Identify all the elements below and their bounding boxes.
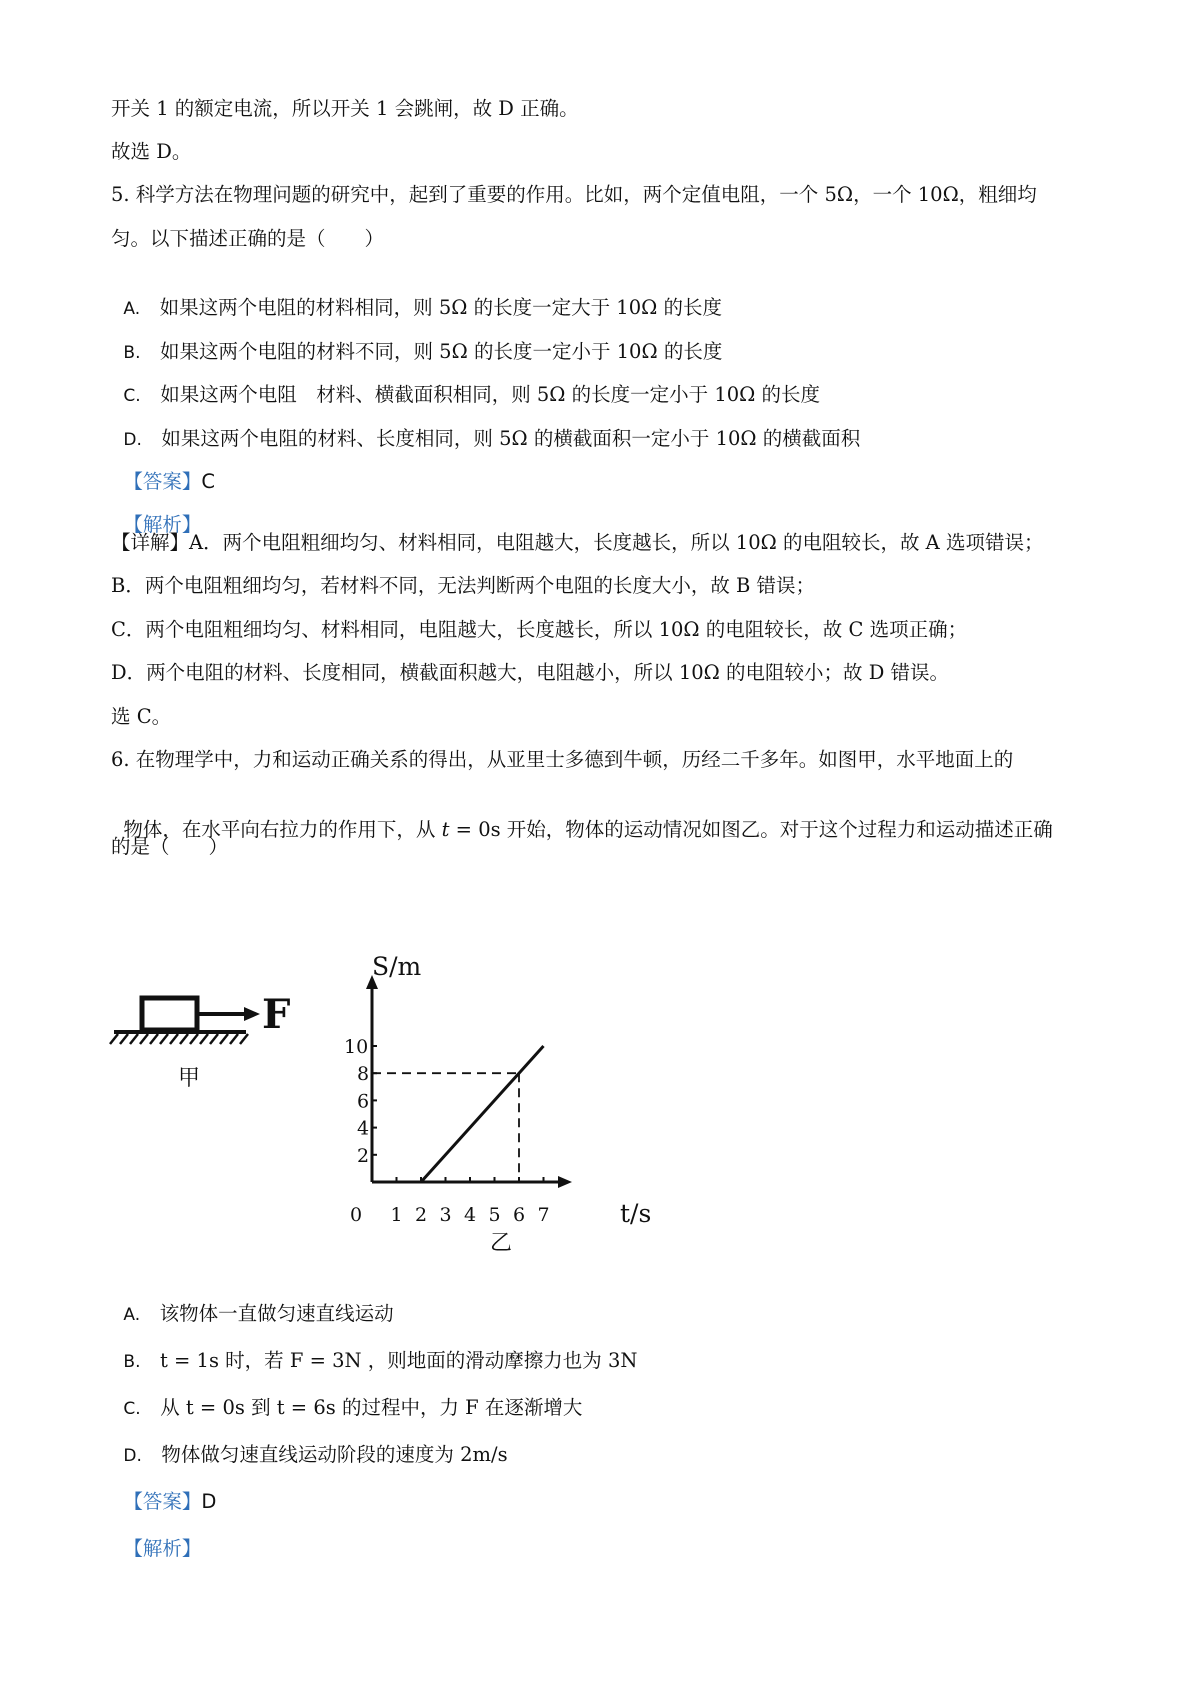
q5-stem-line-1: 5. 科学方法在物理问题的研究中，起到了重要的作用。比如，两个定值电阻，一个 5Ω，一个 10Ω，粗细均	[111, 183, 1037, 206]
q6-option-a-text: 该物体一直做匀速直线运动	[159, 1302, 394, 1325]
q5-option-c-text: 如果这两个电阻 材料、横截面积相同，则 5Ω 的长度一定小于 10Ω 的长度	[160, 383, 821, 406]
ground-hatching	[110, 1034, 248, 1044]
x-tick-label: 5	[488, 1204, 501, 1226]
x-tick-label: 2	[415, 1204, 428, 1226]
q5-analysis-tag: 【解析】	[123, 513, 202, 536]
figure-yi-caption: 乙	[490, 1231, 513, 1255]
y-tick-label: 4	[357, 1117, 370, 1140]
x-tick-label: 1	[390, 1204, 403, 1226]
figure-jia	[100, 960, 300, 1090]
q6-option-b-key: B.	[123, 1352, 141, 1372]
q5-detail-line-4: D．两个电阻的材料、长度相同，横截面积越大，电阻越小，所以 10Ω 的电阻较小；故 D 错误。	[111, 661, 950, 684]
q5-option-d-text: 如果这两个电阻的材料、长度相同，则 5Ω 的横截面积一定小于 10Ω 的横截面积	[161, 427, 861, 450]
q5-option-a-text: 如果这两个电阻的材料相同，则 5Ω 的长度一定大于 10Ω 的长度	[159, 296, 722, 319]
x-tick-label: 6	[513, 1204, 526, 1226]
q6-option-d-key: D.	[123, 1446, 142, 1466]
x-tick-label: 3	[439, 1204, 452, 1226]
graph-guides	[372, 1073, 519, 1182]
q6-analysis-tag: 【解析】	[123, 1537, 202, 1560]
q6-option-b	[111, 1322, 637, 1375]
q6-stem-line-3: 的是（ ）	[111, 835, 229, 858]
q6-option-c	[111, 1369, 582, 1422]
graph-axes	[366, 975, 572, 1188]
figure-yi-st-graph	[340, 945, 680, 1255]
x-tick-label: 7	[537, 1204, 550, 1226]
q6-stem-line-1: 6. 在物理学中，力和运动正确关系的得出，从亚里士多德到牛顿，历经二千多年。如图甲，水平地面上的	[111, 748, 1014, 771]
block	[142, 998, 197, 1030]
q5-detail-line-2: B．两个电阻粗细均匀，若材料不同，无法判断两个电阻的长度大小，故 B 错误；	[111, 574, 816, 597]
prev-text-line-2: 故选 D。	[111, 140, 192, 163]
y-axis-label: S/m	[372, 952, 422, 981]
q6-stem-line-2-a: 物体，在水平向右拉力的作用下，从	[123, 818, 442, 841]
q5-option-a-key: A.	[123, 299, 141, 319]
y-tick-label: 2	[357, 1144, 370, 1167]
motion-line	[421, 1046, 544, 1182]
q5-answer-value: C	[201, 470, 216, 493]
q5-option-d-key: D.	[123, 430, 142, 450]
graph-ticks	[344, 1036, 550, 1226]
q6-stem-line-2-b: = 0s 开始，物体的运动情况如图乙。对于这个过程力和运动描述正确	[449, 818, 1053, 841]
q6-option-a-key: A.	[123, 1305, 141, 1325]
x-axis-arrowhead	[558, 1176, 572, 1188]
q6-stem-line-2-var: t	[441, 818, 450, 841]
q6-answer-tag: 【答案】	[123, 1490, 202, 1513]
y-tick-label: 8	[357, 1063, 370, 1086]
q6-answer-value: D	[201, 1490, 217, 1513]
graph-series	[372, 1046, 544, 1182]
q5-stem-line-2: 匀。以下描述正确的是（ ）	[111, 227, 385, 250]
q6-option-c-key: C.	[123, 1399, 141, 1419]
q6-option-d	[111, 1416, 508, 1469]
force-label: F	[262, 991, 291, 1038]
q5-detail-line-5: 选 C。	[111, 705, 172, 728]
x-axis-label: t/s	[620, 1199, 652, 1228]
q6-answer	[111, 1463, 216, 1515]
prev-text-line-1: 开关 1 的额定电流，所以开关 1 会跳闸，故 D 正确。	[111, 97, 579, 120]
x-tick-label: 0	[350, 1204, 363, 1226]
q5-option-b-key: B.	[123, 343, 141, 363]
q5-option-b-text: 如果这两个电阻的材料不同，则 5Ω 的长度一定小于 10Ω 的长度	[159, 340, 723, 363]
q6-analysis	[111, 1510, 201, 1562]
y-tick-label: 6	[357, 1090, 370, 1113]
q5-detail-line-3: C．两个电阻粗细均匀、材料相同，电阻越大，长度越长，所以 10Ω 的电阻较长，故 C 选项正确；	[111, 618, 968, 641]
q6-option-d-text: 物体做匀速直线运动阶段的速度为 2m/s	[161, 1443, 508, 1466]
q5-option-d	[111, 400, 860, 453]
y-tick-label: 10	[344, 1036, 369, 1058]
q5-answer-tag: 【答案】	[123, 470, 202, 493]
q5-option-c-key: C.	[123, 386, 141, 406]
q6-option-b-text: t = 1s 时，若 F = 3N ，则地面的滑动摩擦力也为 3N	[159, 1349, 638, 1372]
x-tick-label: 4	[464, 1204, 477, 1226]
force-arrow-head	[244, 1007, 260, 1021]
q6-option-c-text: 从 t = 0s 到 t = 6s 的过程中，力 F 在逐渐增大	[160, 1396, 583, 1419]
q5-detail-line-1: 【详解】A．两个电阻粗细均匀、材料相同，电阻越大，长度越长，所以 10Ω 的电阻较长，故 A 选项错误；	[111, 531, 1044, 554]
q6-option-a	[111, 1275, 394, 1328]
figure-jia-caption: 甲	[178, 1066, 201, 1090]
q6-stem-line-2	[111, 791, 1053, 843]
